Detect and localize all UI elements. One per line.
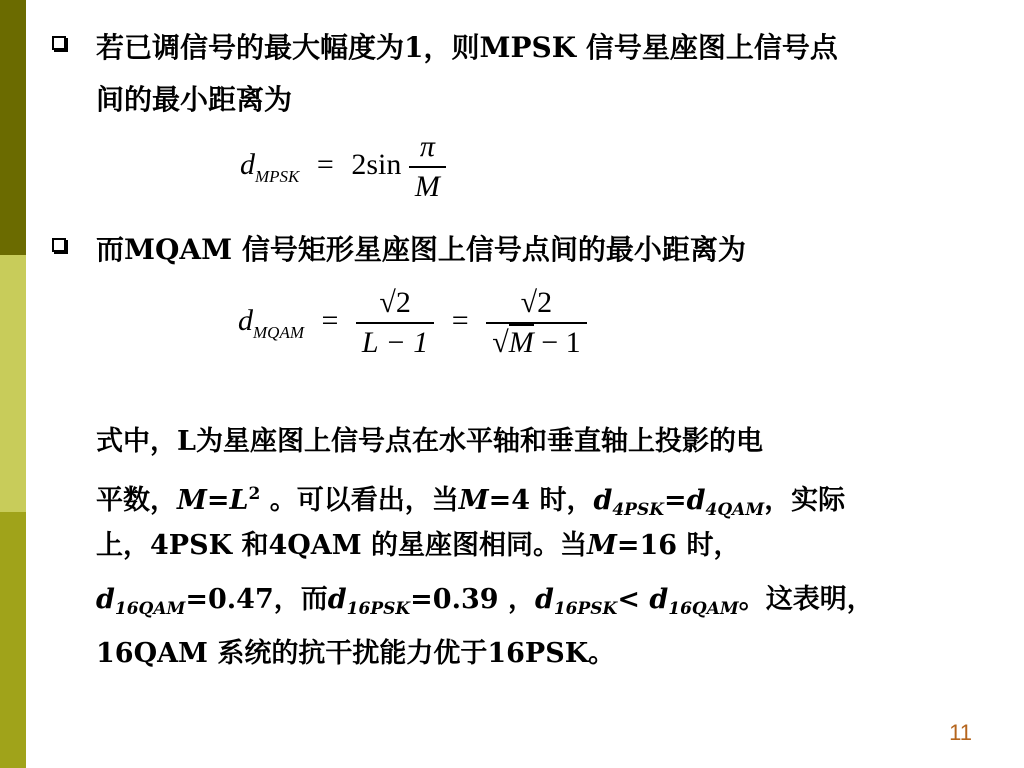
- denominator-tail: − 1: [533, 326, 581, 359]
- text-segment: 平数，: [96, 485, 177, 516]
- decorative-stripe-bottom: [0, 512, 26, 768]
- text-segment: 。这表明，: [738, 584, 874, 615]
- text-segment: 。可以看出，当: [260, 485, 459, 516]
- fraction-numerator: π: [419, 130, 435, 163]
- fraction-denominator: √M − 1: [486, 322, 586, 360]
- fraction-denominator: L − 1: [356, 322, 434, 360]
- var-m: M: [458, 485, 489, 516]
- formula-subscript: MQAM: [253, 322, 304, 342]
- bullet-item-mpsk: [52, 22, 992, 132]
- subscript: 16QAM: [114, 599, 186, 619]
- equals-sign: =: [316, 147, 334, 181]
- sqrt-radicand: M: [508, 326, 534, 359]
- page-number: 11: [949, 720, 972, 745]
- fraction: [409, 130, 446, 204]
- explanation-line5: 16QAM 系统的抗干扰能力优于16PSK。: [96, 638, 616, 669]
- formula-d: d: [238, 303, 253, 337]
- text-segment: =4 时，: [488, 485, 594, 516]
- subscript: 16PSK: [553, 599, 618, 619]
- text-segment: <: [617, 584, 650, 615]
- bullet-item-mqam: [52, 224, 992, 276]
- var-m: M: [177, 485, 207, 516]
- superscript: 2: [248, 484, 261, 504]
- var-d: d: [327, 584, 347, 615]
- explanation-line3: [96, 520, 976, 572]
- text-segment: =: [664, 485, 687, 516]
- var-d: d: [649, 584, 669, 615]
- bullet-text-line2: 间的最小距离为: [96, 83, 293, 116]
- var-l: L: [229, 485, 249, 516]
- formula-d: d: [240, 147, 255, 181]
- formula-mpsk: [240, 130, 446, 204]
- checkbox-bullet-icon: [52, 36, 66, 50]
- var-d: d: [534, 584, 554, 615]
- text-segment: =: [206, 485, 230, 516]
- bullet-text-line1: 而MQAM 信号矩形星座图上信号点间的最小距离为: [96, 233, 746, 266]
- subscript: 4PSK: [612, 500, 665, 520]
- equals-sign: =: [321, 303, 339, 337]
- text-segment: =16 时，: [616, 530, 741, 561]
- subscript: 4QAM: [705, 500, 765, 520]
- text-segment: =0.39 ，: [410, 584, 535, 615]
- decorative-stripe-middle: [0, 255, 26, 512]
- subscript: 16QAM: [668, 599, 739, 619]
- text-segment: 上，4PSK 和4QAM 的星座图相同。当: [96, 530, 587, 561]
- text-segment: ，实际: [764, 485, 846, 516]
- formula-coefficient: 2sin: [351, 147, 402, 181]
- var-d: d: [593, 485, 613, 516]
- fraction-first: [356, 286, 434, 360]
- formula-mqam: [238, 286, 587, 360]
- var-d: d: [686, 485, 706, 516]
- fraction-denominator: M: [409, 166, 446, 204]
- checkbox-bullet-icon: [52, 238, 66, 252]
- formula-subscript: MPSK: [255, 166, 300, 186]
- var-d: d: [96, 584, 115, 615]
- fraction-numerator: √2: [379, 286, 411, 319]
- text-segment: =0.47，而: [185, 584, 328, 615]
- var-m: M: [587, 530, 617, 561]
- explanation-line1: 式中，L为星座图上信号点在水平轴和垂直轴上投影的电: [96, 426, 763, 457]
- explanation-line4: [96, 574, 976, 635]
- fraction-numerator: √2: [520, 286, 553, 319]
- decorative-stripe-top: [0, 0, 26, 255]
- subscript: 16PSK: [346, 599, 411, 619]
- fraction-second: [486, 286, 586, 360]
- equals-sign: =: [451, 303, 469, 337]
- bullet-text-line1: 若已调信号的最大幅度为1，则MPSK 信号星座图上信号点: [96, 31, 838, 64]
